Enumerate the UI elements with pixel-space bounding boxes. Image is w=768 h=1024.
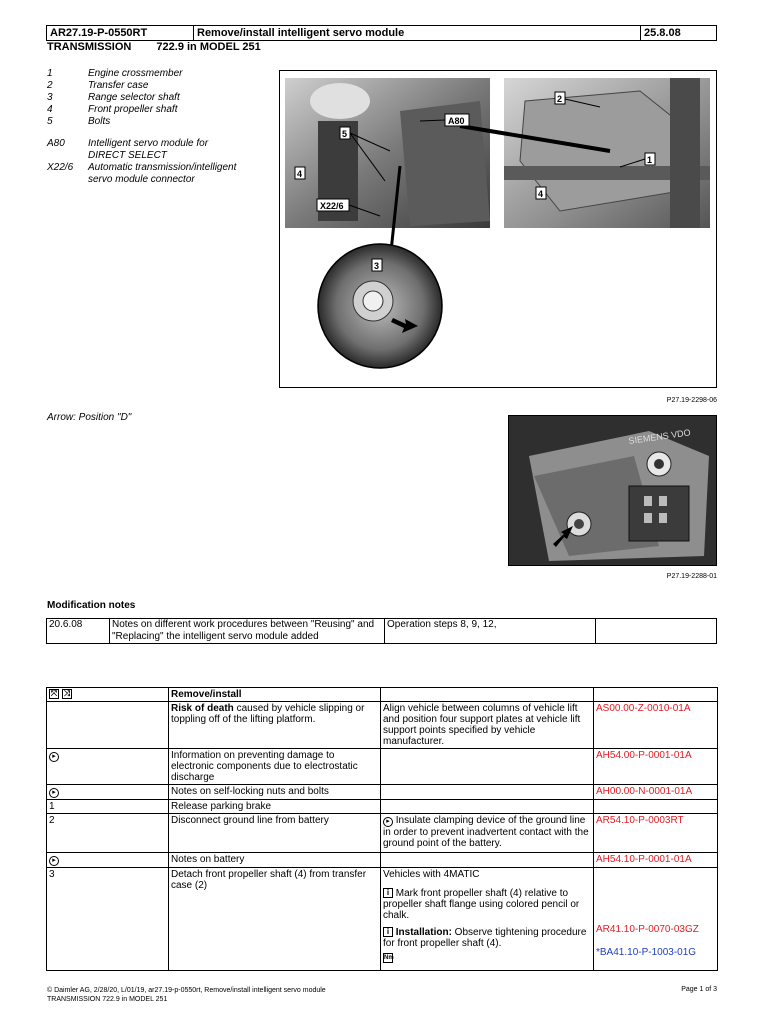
step-text: Notes on self-locking nuts and bolts <box>169 785 381 800</box>
step-number: 1 <box>47 800 169 814</box>
legend-value: Transfer case <box>88 80 149 91</box>
doc-title: Remove/install intelligent servo module <box>194 26 641 41</box>
footer-model: TRANSMISSION 722.9 in MODEL 251 <box>47 996 168 1003</box>
info-icon: i <box>383 927 393 937</box>
warning-label: Risk of death <box>171 703 234 714</box>
info-pointer-icon: ▸ <box>49 856 59 866</box>
legend-key: 3 <box>47 92 53 103</box>
callout-2: 2 <box>557 94 563 104</box>
callout-1: 1 <box>647 155 653 165</box>
step-note: Vehicles with 4MATIC i Mark front propeller shaft (4) relative to propeller shaft flange using colored pencil or chalk. i Installation: Observe tightening procedure for front propeller shaft (4). Nm <box>381 868 594 971</box>
legend <box>47 68 258 186</box>
legend-item <box>47 116 258 128</box>
legend-item <box>47 80 258 92</box>
header-title: Remove/install <box>169 688 381 702</box>
legend-key: 4 <box>47 104 53 115</box>
procedure-table <box>46 687 718 971</box>
figure-overview-drawing <box>280 71 716 387</box>
footer <box>47 986 326 1004</box>
info-pointer-icon: ▸ <box>49 788 59 798</box>
table-row <box>47 853 718 868</box>
legend-key: 5 <box>47 116 53 127</box>
table-header-row <box>47 688 718 702</box>
figure-servo-id: P27.19-2288-01 <box>666 573 717 580</box>
table-row <box>47 749 718 785</box>
legend-item <box>47 92 258 104</box>
install-icon: ⤨ <box>63 689 70 699</box>
step-text: Detach front propeller shaft (4) from transfer case (2) <box>169 868 381 971</box>
doc-id: AR27.19-P-0550RT <box>47 26 194 41</box>
torque-reference-link[interactable]: *BA41.10-P-1003-01G <box>596 947 697 958</box>
subheader-group: TRANSMISSION <box>47 41 132 53</box>
footer-copyright: © Daimler AG, 2/28/20, L/01/19, ar27.19-p-0550rt, Remove/install intelligent servo module <box>47 987 326 994</box>
legend-item <box>47 104 258 116</box>
legend-key: A80 <box>47 138 65 149</box>
step-text: Disconnect ground line from battery <box>169 814 381 853</box>
table-row <box>47 868 718 971</box>
reference-link[interactable]: AH00.00-N-0001-01A <box>594 785 718 800</box>
callout-4: 4 <box>538 189 544 199</box>
step-number: 2 <box>47 814 169 853</box>
figure-servo-module <box>508 415 717 566</box>
legend-key: X22/6 <box>47 162 74 173</box>
legend-value: Front propeller shaft <box>88 104 178 115</box>
callout-5: 5 <box>342 129 348 139</box>
figure-servo-drawing <box>509 416 716 565</box>
modification-title: Modification notes <box>47 600 136 611</box>
header-table <box>46 25 717 41</box>
subheader <box>47 41 261 53</box>
legend-value: Engine crossmember <box>88 68 183 79</box>
mod-date: 20.6.08 <box>47 619 110 644</box>
header-icons <box>47 688 169 702</box>
step-text: Information on preventing damage to electronic components due to electrostatic discharge <box>169 749 381 785</box>
torque-icon: Nm <box>384 955 394 962</box>
mod-text: Notes on different work procedures between "Reusing" and "Replacing" the intelligent servo module added <box>110 619 385 644</box>
step-text: Release parking brake <box>169 800 381 814</box>
info-icon: i <box>383 888 393 898</box>
modification-table <box>46 618 717 644</box>
reference-link[interactable]: AR41.10-P-0070-03GZ <box>596 924 699 935</box>
legend-value: Range selector shaft <box>88 92 180 103</box>
callout-x22-6: X22/6 <box>320 201 344 211</box>
table-row <box>47 702 718 749</box>
brand-label: SIEMENS VDO <box>627 427 692 446</box>
remove-icon: ⤧ <box>50 689 58 699</box>
table-row <box>47 785 718 800</box>
figure-overview-id: P27.19-2298-06 <box>666 397 717 404</box>
table-row <box>47 800 718 814</box>
table-row <box>47 814 718 853</box>
callout-4: 4 <box>297 169 303 179</box>
page-number: Page 1 of 3 <box>681 986 717 993</box>
reference-link[interactable]: AS00.00-Z-0010-01A <box>594 702 718 749</box>
reference-link[interactable]: AR54.10-P-0003RT <box>594 814 718 853</box>
callout-3: 3 <box>374 261 380 271</box>
legend-key: 2 <box>47 80 53 91</box>
table-row <box>47 619 717 644</box>
reference-link[interactable]: AH54.00-P-0001-01A <box>594 749 718 785</box>
legend-value: Bolts <box>88 116 111 127</box>
doc-date: 25.8.08 <box>641 26 717 41</box>
step-note: ▸ Insulate clamping device of the ground line in order to prevent inadvertent contact with the ground point of the battery. <box>381 814 594 853</box>
step-number: 3 <box>47 868 169 971</box>
step-text: Risk of death caused by vehicle slipping or toppling off of the lifting platform. <box>169 702 381 749</box>
legend-item <box>47 138 258 162</box>
callout-a80: A80 <box>448 116 465 126</box>
reference-link[interactable]: AH54.10-P-0001-01A <box>594 853 718 868</box>
info-pointer-icon: ▸ <box>383 817 393 827</box>
subheader-model: 722.9 in MODEL 251 <box>156 41 261 53</box>
step-note: Align vehicle between columns of vehicle lift and position four support plates at vehicle lift support points specified by vehicle manufacturer. <box>381 702 594 749</box>
info-pointer-icon: ▸ <box>49 752 59 762</box>
legend-value: Intelligent servo module for DIRECT SELECT <box>88 138 209 161</box>
legend-value: Automatic transmission/intelligent servo module connector <box>88 162 237 185</box>
mod-empty <box>596 619 717 644</box>
step-text: Notes on battery <box>169 853 381 868</box>
legend-item <box>47 68 258 80</box>
mod-ops: Operation steps 8, 9, 12, <box>385 619 596 644</box>
figure-overview <box>279 70 717 388</box>
legend-key: 1 <box>47 68 53 79</box>
legend-item <box>47 162 258 186</box>
arrow-note: Arrow: Position "D" <box>47 412 132 423</box>
